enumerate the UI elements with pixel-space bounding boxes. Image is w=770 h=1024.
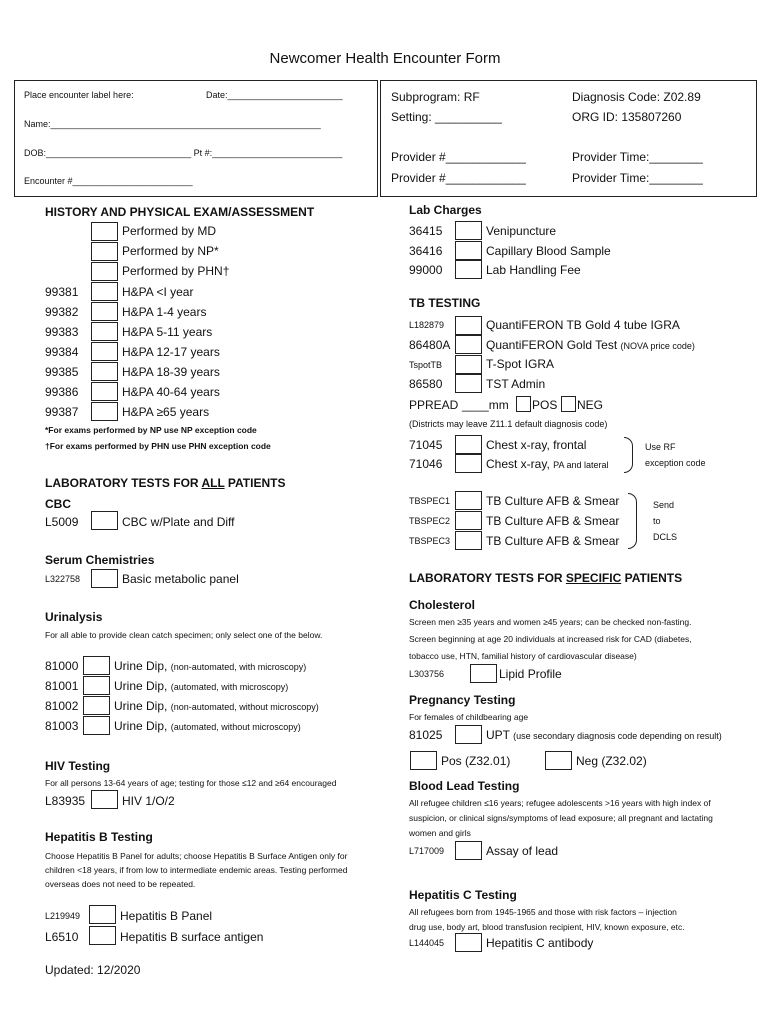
name-field[interactable]: Name:______________________________________________________: [24, 119, 321, 129]
provider-time-field-2[interactable]: Provider Time:________: [572, 171, 703, 185]
form-title: Newcomer Health Encounter Form: [269, 50, 501, 67]
phn-exception-note: †For exams performed by PHN use PHN exception code: [45, 441, 271, 451]
pregnancy-note: For females of childbearing age: [409, 712, 529, 722]
preg-pos-checkbox[interactable]: [410, 751, 437, 770]
ppread-neg-checkbox[interactable]: [561, 396, 576, 412]
lab-charge-code: 99000: [409, 263, 443, 277]
preg-neg-label: Neg (Z32.02): [576, 754, 647, 768]
setting-field[interactable]: Setting: __________: [391, 110, 502, 124]
performed-phn-checkbox[interactable]: [91, 262, 118, 281]
ppread-label: PPREAD: [409, 398, 459, 412]
hepc-note-line: All refugees born from 1945-1965 and those with risk factors – injection: [409, 907, 677, 917]
urinalysis-label: Urine Dip, (automated, without microscopy): [114, 719, 301, 733]
hp-label: H&PA 18-39 years: [122, 365, 220, 379]
urinalysis-label: Urine Dip, (non-automated, without microscopy): [114, 699, 319, 713]
upt-code: 81025: [409, 728, 443, 742]
xray-frontal-label: Chest x-ray, frontal: [486, 438, 587, 452]
urinalysis-code: 81000: [45, 659, 79, 673]
encounter-label-prompt: Place encounter label here:: [24, 90, 134, 100]
cholesterol-note-line: Screen beginning at age 20 individuals at increased risk for CAD (diabetes,: [409, 634, 692, 644]
hp-checkbox[interactable]: [91, 362, 118, 381]
ppread-pos-checkbox[interactable]: [516, 396, 531, 412]
send-dcls-brace: [628, 493, 637, 549]
urinalysis-checkbox[interactable]: [83, 716, 110, 735]
hiv-label: HIV 1/O/2: [122, 794, 175, 808]
lab-all-heading: LABORATORY TESTS FOR ALL PATIENTS: [45, 476, 286, 490]
tb-quantig-checkbox[interactable]: [455, 335, 482, 354]
serum-code: L322758: [45, 574, 81, 584]
tb-quanti4-code: L182879: [409, 320, 445, 330]
tb-spec-label: TB Culture AFB & Smear: [486, 534, 620, 548]
hiv-checkbox[interactable]: [91, 790, 118, 809]
hepc-label: Hepatitis C antibody: [486, 936, 594, 950]
lipid-label: Lipid Profile: [499, 667, 562, 681]
lab-charge-label: Capillary Blood Sample: [486, 244, 611, 258]
lab-charge-label: Lab Handling Fee: [486, 263, 581, 277]
tb-spec-code: TBSPEC2: [409, 516, 451, 526]
hp-code: 99382: [45, 305, 79, 319]
hepb-panel-checkbox[interactable]: [89, 905, 116, 924]
org-id: ORG ID: 135807260: [572, 110, 682, 124]
urinalysis-checkbox[interactable]: [83, 656, 110, 675]
urinalysis-heading: Urinalysis: [45, 610, 103, 624]
cholesterol-note-line: tobacco use, HTN, familial history of cardiovascular disease): [409, 651, 637, 661]
hp-code: 99385: [45, 365, 79, 379]
hepb-panel-label: Hepatitis B Panel: [120, 909, 213, 923]
provider-time-field-1[interactable]: Provider Time:________: [572, 150, 703, 164]
hp-label: H&PA 1-4 years: [122, 305, 207, 319]
hp-checkbox[interactable]: [91, 382, 118, 401]
cholesterol-heading: Cholesterol: [409, 598, 476, 612]
hiv-note: For all persons 13-64 years of age; testing for those ≤12 and ≥64 encouraged: [45, 778, 337, 788]
tb-tspot-code: TspotTB: [409, 360, 443, 370]
hp-label: H&PA 5-11 years: [122, 325, 213, 339]
hp-checkbox[interactable]: [91, 302, 118, 321]
cholesterol-note-line: Screen men ≥35 years and women ≥45 years; can be checked non-fasting.: [409, 617, 692, 627]
hepb-heading: Hepatitis B Testing: [45, 830, 153, 844]
encounter-number-field[interactable]: Encounter #________________________: [24, 176, 193, 186]
updated-date: Updated: 12/2020: [45, 963, 141, 977]
hiv-heading: HIV Testing: [45, 759, 111, 773]
dob-patient-field[interactable]: DOB:_____________________________ Pt #:__________________________: [24, 148, 343, 158]
urinalysis-label: Urine Dip, (non-automated, with microscopy): [114, 659, 307, 673]
hp-code: 99383: [45, 325, 79, 339]
dcls-note: DCLS: [653, 532, 678, 542]
provider-number-field-1[interactable]: Provider #____________: [391, 150, 526, 164]
cbc-checkbox[interactable]: [91, 511, 118, 530]
lead-note-line: All refugee children ≤16 years; refugee adolescents >16 years with high index of: [409, 798, 711, 808]
tb-quantig-code: 86480A: [409, 338, 451, 352]
hepb-sag-checkbox[interactable]: [89, 926, 116, 945]
lab-charge-label: Venipuncture: [486, 224, 557, 238]
preg-pos-label: Pos (Z32.01): [441, 754, 511, 768]
lab-specific-heading: LABORATORY TESTS FOR SPECIFIC PATIENTS: [409, 571, 683, 585]
xray-lateral-label: Chest x-ray, PA and lateral: [486, 457, 609, 471]
provider-number-field-2[interactable]: Provider #____________: [391, 171, 526, 185]
tb-heading: TB TESTING: [409, 296, 481, 310]
tb-tst-label: TST Admin: [486, 377, 546, 391]
hepc-note-line: drug use, body art, blood transfusion recipient, HIV, known exposure, etc.: [409, 922, 685, 932]
xray-frontal-code: 71045: [409, 438, 443, 452]
performed-np-checkbox[interactable]: [91, 242, 118, 261]
ppread-mm-field[interactable]: ____mm: [462, 398, 509, 412]
hp-label: H&PA ≥65 years: [122, 405, 210, 419]
xray-lateral-checkbox[interactable]: [455, 454, 482, 473]
lipid-checkbox[interactable]: [470, 664, 497, 683]
lab-charge-code: 36415: [409, 224, 443, 238]
hp-label: H&PA <I year: [122, 285, 194, 299]
hepb-sag-label: Hepatitis B surface antigen: [120, 930, 264, 944]
ppread-neg-label: NEG: [577, 398, 604, 412]
hepc-heading: Hepatitis C Testing: [409, 888, 517, 902]
upt-label: UPT (use secondary diagnosis code depending on result): [486, 728, 722, 742]
tb-spec-checkbox[interactable]: [455, 531, 482, 550]
urinalysis-label: Urine Dip, (automated, with microscopy): [114, 679, 289, 693]
xray-lateral-code: 71046: [409, 457, 443, 471]
hp-checkbox[interactable]: [91, 282, 118, 301]
to-note: to: [653, 516, 661, 526]
performed-md-label: Performed by MD: [122, 224, 217, 238]
send-note: Send: [653, 500, 675, 510]
lead-heading: Blood Lead Testing: [409, 779, 520, 793]
tb-tst-checkbox[interactable]: [455, 374, 482, 393]
hp-checkbox[interactable]: [91, 342, 118, 361]
pregnancy-heading: Pregnancy Testing: [409, 693, 516, 707]
serum-label: Basic metabolic panel: [122, 572, 239, 586]
district-note: (Districts may leave Z11.1 default diagnosis code): [409, 419, 608, 429]
use-rf-note: Use RF: [645, 442, 676, 452]
lab-charge-checkbox[interactable]: [455, 221, 482, 240]
cbc-label: CBC w/Plate and Diff: [122, 515, 235, 529]
xray-brace: [624, 437, 633, 473]
tb-quantig-label: QuantiFERON Gold Test (NOVA price code): [486, 338, 695, 352]
hepb-note-line: children <18 years, if from low to intermediate endemic areas. Testing performed: [45, 865, 348, 875]
ppread-pos-label: POS: [532, 398, 558, 412]
xray-frontal-checkbox[interactable]: [455, 435, 482, 454]
urinalysis-note: For all able to provide clean catch specimen; only select one of the below.: [45, 630, 323, 640]
hepb-note-line: Choose Hepatitis B Panel for adults; choose Hepatitis B Surface Antigen only for: [45, 851, 348, 861]
tb-spec-label: TB Culture AFB & Smear: [486, 514, 620, 528]
urinalysis-code: 81001: [45, 679, 79, 693]
hepb-sag-code: L6510: [45, 930, 79, 944]
lab-charge-checkbox[interactable]: [455, 260, 482, 279]
urinalysis-code: 81002: [45, 699, 79, 713]
tb-quanti4-label: QuantiFERON TB Gold 4 tube IGRA: [486, 318, 680, 332]
serum-checkbox[interactable]: [91, 569, 118, 588]
hepc-code: L144045: [409, 938, 445, 948]
tb-quanti4-checkbox[interactable]: [455, 316, 482, 335]
tb-spec-code: TBSPEC1: [409, 496, 451, 506]
exception-code-note: exception code: [645, 458, 706, 468]
tb-tst-code: 86580: [409, 377, 443, 391]
np-exception-note: *For exams performed by NP use NP exception code: [45, 425, 257, 435]
lead-note-line: women and girls: [409, 828, 471, 838]
tb-tspot-label: T-Spot IGRA: [486, 357, 555, 371]
performed-phn-label: Performed by PHN†: [122, 264, 230, 278]
lead-note-line: suspicion, or clinical signs/symptoms of lead exposure; all pregnant and lactating: [409, 813, 713, 823]
urinalysis-code: 81003: [45, 719, 79, 733]
hp-label: H&PA 12-17 years: [122, 345, 220, 359]
lead-code: L717009: [409, 846, 445, 856]
diagnosis-code: Diagnosis Code: Z02.89: [572, 90, 701, 104]
lead-checkbox[interactable]: [455, 841, 482, 860]
tb-spec-checkbox[interactable]: [455, 491, 482, 510]
hiv-code: L83935: [45, 794, 86, 808]
hp-code: 99387: [45, 405, 79, 419]
hp-checkbox[interactable]: [91, 402, 118, 421]
tb-spec-label: TB Culture AFB & Smear: [486, 494, 620, 508]
hp-code: 99386: [45, 385, 79, 399]
serum-heading: Serum Chemistries: [45, 553, 155, 567]
lab-charges-heading: Lab Charges: [409, 203, 482, 217]
lipid-code: L303756: [409, 669, 445, 679]
hp-code: 99384: [45, 345, 79, 359]
urinalysis-checkbox[interactable]: [83, 696, 110, 715]
subprogram: Subprogram: RF: [391, 90, 480, 104]
tb-spec-checkbox[interactable]: [455, 511, 482, 530]
hepc-checkbox[interactable]: [455, 933, 482, 952]
hepb-panel-code: L219949: [45, 911, 81, 921]
hp-label: H&PA 40-64 years: [122, 385, 220, 399]
tb-spec-code: TBSPEC3: [409, 536, 451, 546]
performed-np-label: Performed by NP*: [122, 244, 219, 258]
lead-label: Assay of lead: [486, 844, 559, 858]
preg-neg-checkbox[interactable]: [545, 751, 572, 770]
date-field[interactable]: Date:_______________________: [206, 90, 343, 100]
performed-md-checkbox[interactable]: [91, 222, 118, 241]
upt-checkbox[interactable]: [455, 725, 482, 744]
lab-charge-code: 36416: [409, 244, 443, 258]
cbc-code: L5009: [45, 515, 79, 529]
hp-heading: HISTORY AND PHYSICAL EXAM/ASSESSMENT: [45, 205, 315, 219]
hp-code: 99381: [45, 285, 79, 299]
hepb-note-line: overseas does not need to be repeated.: [45, 879, 196, 889]
urinalysis-checkbox[interactable]: [83, 676, 110, 695]
hp-checkbox[interactable]: [91, 322, 118, 341]
lab-charge-checkbox[interactable]: [455, 241, 482, 260]
cbc-heading: CBC: [45, 497, 71, 511]
tb-tspot-checkbox[interactable]: [455, 355, 482, 374]
